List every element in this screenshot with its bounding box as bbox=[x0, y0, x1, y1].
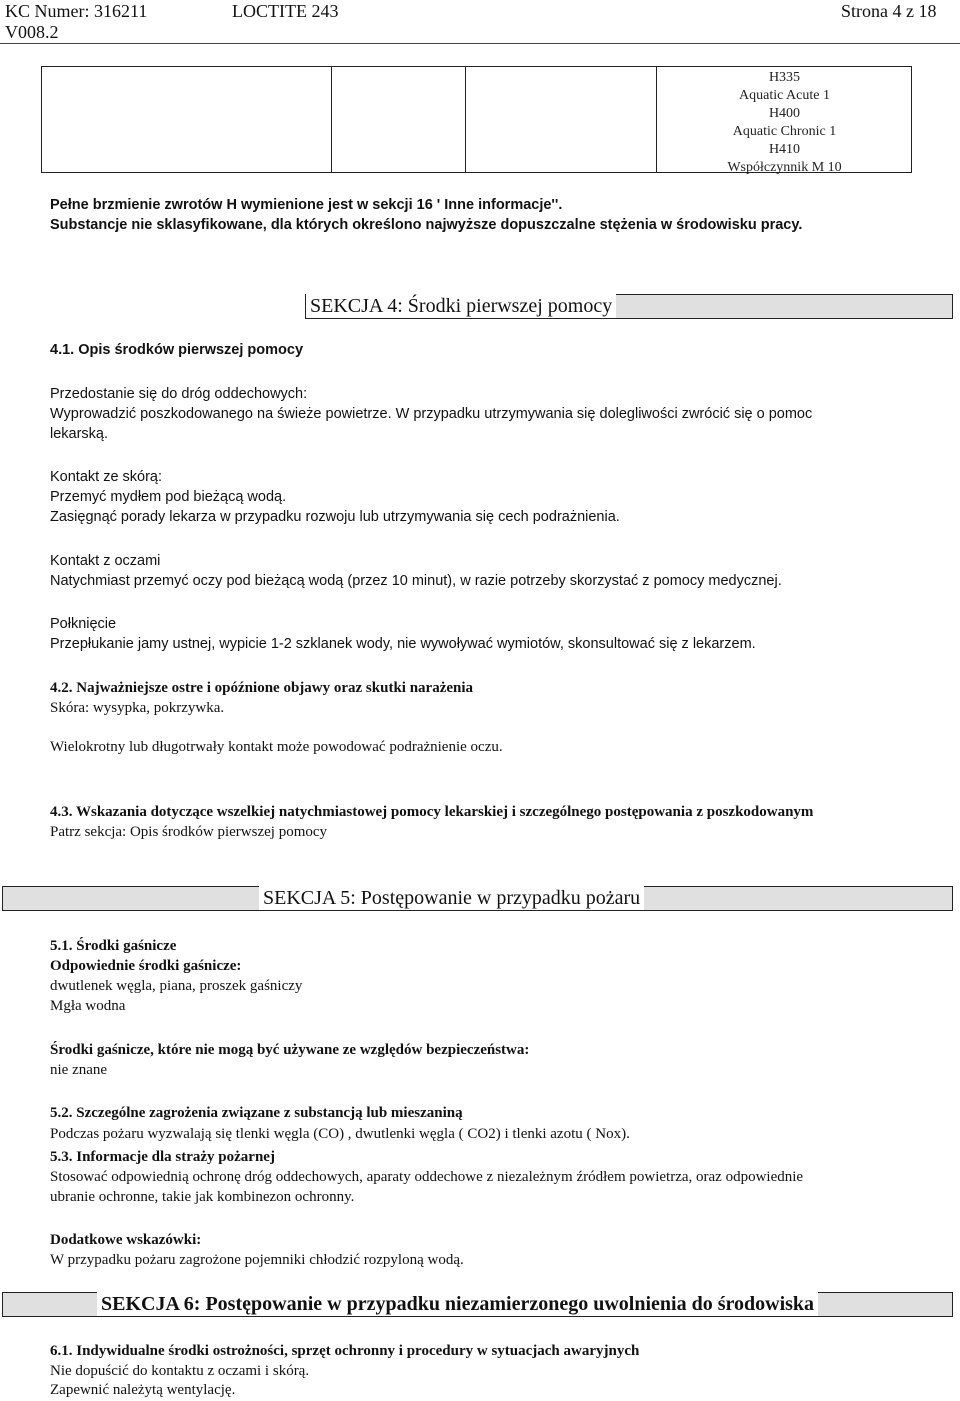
eye-contact-label: Kontakt z oczami bbox=[50, 553, 161, 569]
personal-precautions-text: Nie dopuścić do kontaktu z oczami i skórą. bbox=[50, 1363, 310, 1379]
table-column-divider bbox=[465, 67, 466, 172]
product-name: LOCTITE 243 bbox=[232, 1, 339, 21]
special-hazards-text: Podczas pożaru wyzwalają się tlenki węgla (CO) , dwutlenki węgla ( CO2) i tlenki azotu ( Nox). bbox=[50, 1126, 630, 1142]
firefighter-advice-text: Stosować odpowiednią ochronę dróg oddechowych, aparaty oddechowe z niezależnym źródłem powietrza, oraz odpowiednie bbox=[50, 1169, 804, 1185]
hazard-table bbox=[41, 66, 912, 173]
personal-precautions-text-2: Zapewnić należytą wentylację. bbox=[50, 1382, 236, 1398]
symptoms-text-2: Wielokrotny lub długotrwały kontakt może powodować podrażnienie oczu. bbox=[50, 739, 503, 755]
subsection-4-2-title: 4.2. Najważniejsze ostre i opóźnione objawy oraz skutki narażenia bbox=[50, 680, 474, 696]
inhalation-text: Wyprowadzić poszkodowanego na świeże powietrze. W przypadku utrzymywania się dolegliwości zwrócić się o pomoc bbox=[50, 406, 813, 422]
unsuitable-media-label: Środki gaśnicze, które nie mogą być używane ze względów bezpieczeństwa: bbox=[50, 1042, 530, 1058]
additional-advice-label: Dodatkowe wskazówki: bbox=[50, 1232, 202, 1248]
additional-advice-text: W przypadku pożaru zagrożone pojemniki chłodzić rozpyloną wodą. bbox=[50, 1252, 464, 1268]
skin-contact-text-2: Zasięgnąć porady lekarza w przypadku rozwoju lub utrzymywania się cech podrażnienia. bbox=[50, 509, 620, 525]
skin-contact-label: Kontakt ze skórą: bbox=[50, 469, 163, 485]
eye-contact-text: Natychmiast przemyć oczy pod bieżącą wodą (przez 10 minut), w razie potrzeby skorzystać z pomocy medycznej. bbox=[50, 573, 782, 589]
header-divider bbox=[0, 43, 960, 44]
section-5-title: SEKCJA 5: Postępowanie w przypadku pożaru bbox=[259, 886, 644, 910]
subsection-4-3-title: 4.3. Wskazania dotyczące wszelkiej natychmiastowej pomocy lekarskiej i szczególnego postępowania z poszkodowanym bbox=[50, 804, 814, 820]
ingestion-label: Połknięcie bbox=[50, 616, 117, 632]
subsection-6-1-title: 6.1. Indywidualne środki ostrożności, sprzęt ochronny i procedury w sytuacjach awaryjnych bbox=[50, 1343, 640, 1359]
subsection-4-1-title: 4.1. Opis środków pierwszej pomocy bbox=[50, 342, 304, 358]
version: V008.2 bbox=[5, 22, 59, 42]
hazard-classification-cell bbox=[656, 69, 913, 177]
suitable-media-text: dwutlenek węgla, piana, proszek gaśniczy bbox=[50, 978, 303, 994]
ingestion-text: Przepłukanie jamy ustnej, wypicie 1-2 szklanek wody, nie wywoływać wymiotów, skonsultować się z lekarzem. bbox=[50, 636, 756, 652]
symptoms-text: Skóra: wysypka, pokrzywka. bbox=[50, 700, 225, 716]
kc-number: KC Numer: 316211 bbox=[5, 1, 148, 21]
table-column-divider bbox=[331, 67, 332, 172]
subsection-5-2-title: 5.2. Szczególne zagrożenia związane z substancją lub mieszaniną bbox=[50, 1105, 463, 1121]
subsection-5-3-title: 5.3. Informacje dla straży pożarnej bbox=[50, 1149, 275, 1165]
medical-attention-text: Patrz sekcja: Opis środków pierwszej pomocy bbox=[50, 824, 328, 840]
unsuitable-media-text: nie znane bbox=[50, 1062, 108, 1078]
substances-note: Substancje nie sklasyfikowane, dla których określono najwyższe dopuszczalne stężenia w środowisku pracy. bbox=[50, 217, 803, 233]
suitable-media-text-2: Mgła wodna bbox=[50, 998, 126, 1014]
section-6-title: SEKCJA 6: Postępowanie w przypadku niezamierzonego uwolnienia do środowiska bbox=[97, 1292, 818, 1316]
h-phrases-note: Pełne brzmienie zwrotów H wymienione jest w sekcji 16 ' Inne informacje''. bbox=[50, 197, 563, 213]
page-number: Strona 4 z 18 bbox=[841, 1, 937, 21]
hazard-line: H400 bbox=[768, 106, 801, 121]
inhalation-label: Przedostanie się do dróg oddechowych: bbox=[50, 386, 308, 402]
inhalation-text-cont: lekarską. bbox=[50, 426, 109, 442]
hazard-line: H410 bbox=[768, 142, 801, 157]
section-4-title: SEKCJA 4: Środki pierwszej pomocy bbox=[306, 294, 616, 318]
hazard-line: H335 bbox=[768, 70, 801, 85]
hazard-line: Współczynnik M 10 bbox=[727, 160, 842, 175]
subsection-5-1-title: 5.1. Środki gaśnicze bbox=[50, 938, 177, 954]
skin-contact-text: Przemyć mydłem pod bieżącą wodą. bbox=[50, 489, 287, 505]
hazard-line: Aquatic Chronic 1 bbox=[732, 124, 837, 139]
hazard-line: Aquatic Acute 1 bbox=[739, 88, 830, 103]
suitable-media-label: Odpowiednie środki gaśnicze: bbox=[50, 958, 242, 974]
firefighter-advice-text-2: ubranie ochronne, takie jak kombinezon ochronny. bbox=[50, 1189, 355, 1205]
